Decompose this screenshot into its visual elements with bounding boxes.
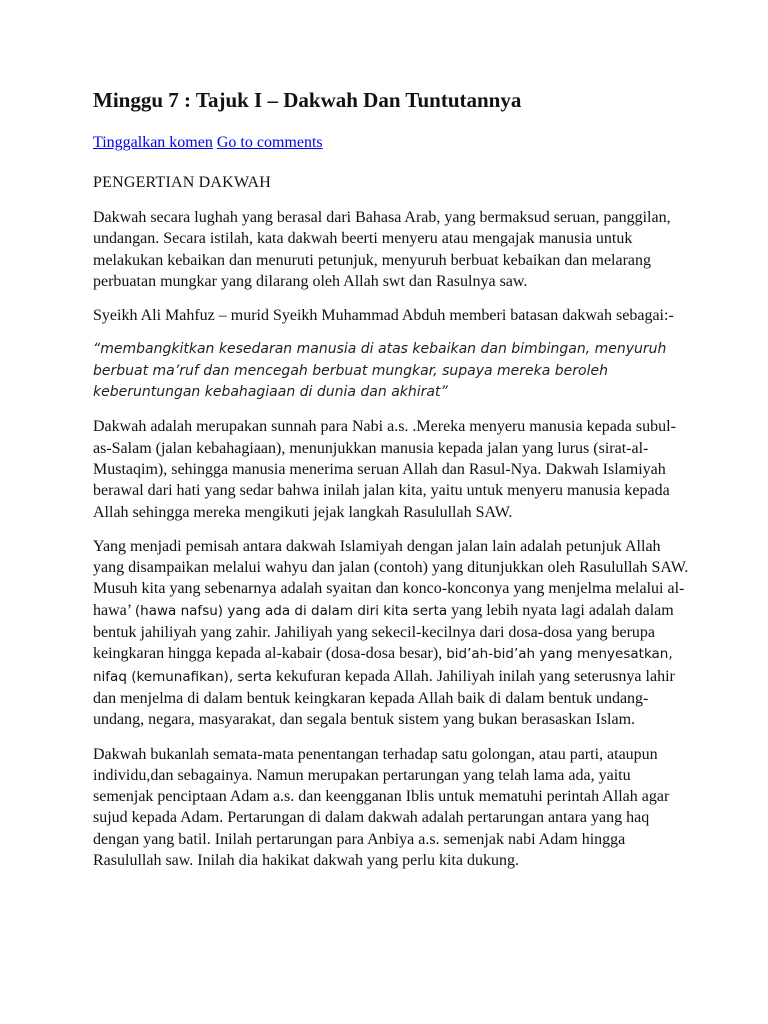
paragraph-definition: Dakwah secara lughah yang berasal dari Bahasa Arab, yang bermaksud seruan, panggilan, undangan. Secara istilah, kata dakwah beerti menyeru atau mengajak manusia untuk melakukan kebaikan dan menuruti petunjuk, menyuruh berbuat kebaikan dan melarang perbuatan mungkar yang dilarang oleh Allah swt dan Rasulnya saw.	[93, 209, 671, 290]
paragraph-syeikh-ali-mahfuz: Syeikh Ali Mahfuz – murid Syeikh Muhammad Abduh memberi batasan dakwah sebagai:-	[93, 307, 674, 325]
paragraph-pemisah	[93, 536, 693, 731]
leave-comment-link[interactable]: Tinggalkan komen	[93, 134, 213, 151]
article-links	[93, 132, 693, 154]
paragraph-pemisah-part-1: Yang menjadi pemisah antara dakwah Islamiyah dengan jalan lain adalah petunjuk Allah yang disampaikan melalui wahyu dan jalan (contoh) yang ditunjukkan oleh Rasulullah SAW. Musuh kita yang sebenarnya adalah syaitan dan konco-konconya yang menjelma melalui al-hawa’	[93, 537, 689, 619]
paragraph-pertarungan: Dakwah bukanlah semata-mata penentangan terhadap satu golongan, atau parti, ataupun individu,dan sebagainya. Namun merupakan pertarungan yang telah lama ada, yaitu semenjak penciptaan Adam a.s. dan keengganan Iblis untuk mematuhi perintah Allah agar sujud kepada Adam. Pertarungan di dalam dakwah adalah pertarungan antara yang haq dengan yang batil. Inilah pertarungan para Anbiya a.s. semenjak nabi Adam hingga Rasulullah saw. Inilah dia hakikat dakwah yang perlu kita dukung.	[93, 745, 670, 870]
go-to-comments-link[interactable]: Go to comments	[216, 134, 323, 151]
paragraph-pemisah-hawa-nafsu: (hawa nafsu) yang ada di dalam diri kita serta	[134, 602, 448, 619]
paragraph-pemisah-part-3: kekufuran kepada Allah. Jahiliyah inilah yang seterusnya lahir dan menjelma di dalam bentuk keingkaran kepada Allah baik di dalam bentuk undang-undang, negara, masyarakat, dan segala bentuk sistem yang bukan berasaskan Islam.	[93, 667, 675, 729]
article	[93, 86, 693, 884]
paragraph-pemisah-bidah: bid’ah-bid’ah yang menyesatkan, nifaq (kemunafikan), serta	[93, 646, 673, 685]
page-title: Minggu 7 : Tajuk I – Dakwah Dan Tuntutannya	[93, 88, 522, 112]
quote-definition: “membangkitkan kesedaran manusia di atas kebaikan dan bimbingan, menyuruh berbuat ma’ruf dan mencegah berbuat mungkar, supaya mereka beroleh keberuntungan kebahagiaan di dunia dan akhirat”	[93, 341, 667, 401]
paragraph-pemisah-part-2: yang lebih nyata lagi adalah dalam bentuk jahiliyah yang zahir. Jahiliyah yang sekecil-kecilnya dari dosa-dosa yang berupa keingkaran hingga kepada al-kabair (dosa-dosa besar),	[93, 601, 674, 663]
paragraph-sunnah-nabi: Dakwah adalah merupakan sunnah para Nabi a.s. .Mereka menyeru manusia kepada subul-as-Salam (jalan kebahagiaan), menunjukkan manusia kepada jalan yang lurus (sirat-al-Mustaqim), sehingga manusia menerima seruan Allah dan Rasul-Nya. Dakwah Islamiyah berawal dari hati yang sedar bahwa inilah jalan kita, yaitu untuk menyeru manusia kepada Allah sehingga mereka mengikuti jejak langkah Rasulullah SAW.	[93, 418, 676, 521]
section-heading: PENGERTIAN DAKWAH	[93, 174, 271, 191]
